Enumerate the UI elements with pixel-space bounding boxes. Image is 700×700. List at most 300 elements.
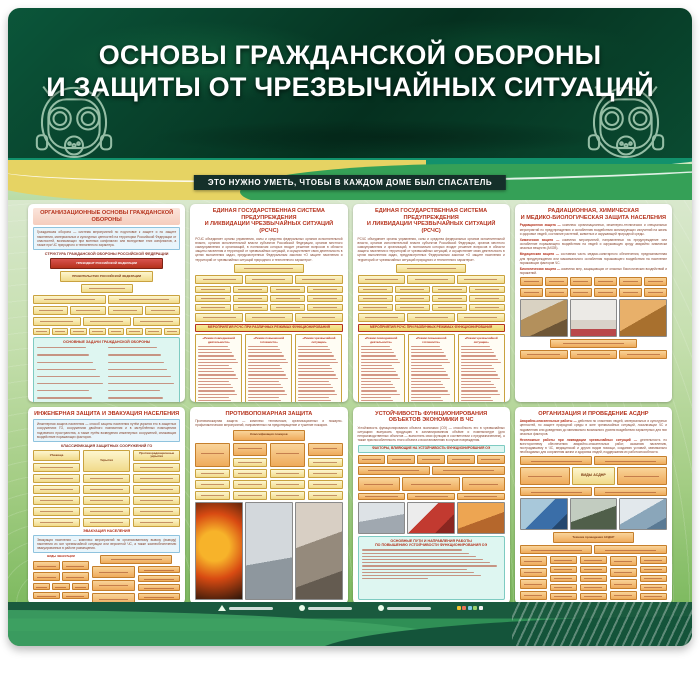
text-line-placeholder [198,346,228,347]
asdnr-branch [617,467,667,485]
flow-box [520,277,543,286]
text-line-placeholder [108,397,163,398]
fire-class-column [308,443,343,500]
flow-box [233,491,268,500]
flow-box [580,593,607,600]
text-line-placeholder [362,572,475,573]
shelter-column [33,450,80,527]
flow-box [469,304,504,311]
text-line-placeholder [361,397,391,398]
text-line-placeholder [361,390,398,391]
text-line-placeholder [361,368,394,369]
flow-box [550,556,577,563]
text-line-placeholder [461,349,493,350]
flow-box [545,288,568,297]
flow-box [145,306,180,315]
tech-column [580,556,607,600]
flow-box [72,583,89,590]
text-line-placeholder [298,397,328,398]
flow-box [550,575,577,582]
flow-box [133,463,180,472]
text-line-placeholder [411,400,443,401]
text-line-placeholder [361,349,393,350]
text-line-placeholder [37,383,103,384]
flow-box [33,561,60,570]
flow-box [520,487,593,496]
text-line-placeholder [362,549,462,550]
flow-box [432,466,505,475]
panel-economic-objects-stability [353,407,510,605]
flow-row [358,275,505,284]
photo-rescue-machinery [520,299,568,337]
term-lead: Медицинская защита — [519,252,560,257]
flow-box [33,485,80,494]
panel-title-line1: ЕДИНАЯ ГОСУДАРСТВЕННАЯ СИСТЕМА ПРЕДУПРЕЖДЕНИЯ [212,208,325,221]
text-line-placeholder [461,365,492,366]
term-text: деятельность по всестороннему обеспечению аварийно-спасательных работ, оказанию населению, пострадавшему в ЧС, медицинской и других видов помощи, созданию условий, минимально необходимых для сохранения жизни и здоровья людей, поддержания их работоспособности. [519,437,667,455]
text-line-placeholder [248,397,278,398]
shelter-items [83,474,130,527]
flow-box [33,592,60,599]
text-line-placeholder [362,575,482,576]
flow-box [83,507,130,516]
flow-node [234,264,304,273]
definition-paragraph [520,252,667,264]
flow-box [594,545,667,554]
flow-box [417,455,445,464]
flow-box [270,491,305,500]
panel-rschs-1 [190,204,347,402]
panel-title-line1: ЕДИНАЯ ГОСУДАРСТВЕННАЯ СИСТЕМА ПРЕДУПРЕЖДЕНИЯ [375,208,488,221]
flow-box [594,487,667,496]
flow-row [195,313,342,322]
photo-worker-machine [407,502,455,534]
phone-icon [299,605,305,611]
panel-title-line1: РАДИАЦИОННАЯ, ХИМИЧЕСКАЯ [547,208,639,214]
definition-paragraph: РСЧС объединяет органы управления, силы и средства федеральных органов исполнительной власти, органов исполнительной власти субъектов Российской Федерации, органов местного самоуправления и организаций, в полномочия которых входит решение вопросов в области защиты населения и территорий от чрезвычайных ситуаций, и осуществляет свою деятельность в целях выполнения задач, предусмотренных Федеральным законом «О защите населения и территорий от чрезвычайных ситуаций природного и техногенного характера». [195,236,343,262]
flow-box [570,277,593,286]
text-line-placeholder [361,371,396,372]
flow-box [580,584,607,591]
fire-class-column [195,443,230,500]
flow-box [62,572,89,581]
flow-row [33,572,89,581]
factors-row [358,455,505,464]
text-line-placeholder [248,355,284,356]
text-line-placeholder [298,374,335,375]
flow-node-center [402,477,461,491]
regime-text [461,346,502,402]
flow-box [469,286,504,293]
text-line-placeholder [198,384,231,385]
regime-text [361,346,402,402]
asdnr-spider-top [520,456,667,465]
flow-box [52,328,69,335]
column-items [270,469,305,500]
decorative-waves [8,158,692,200]
flow-box [133,485,180,494]
photo-decontamination [570,299,618,337]
column-head: Укрытия [83,450,130,472]
text-line-placeholder [37,362,93,363]
text-line-placeholder [411,390,448,391]
text-line-placeholder [411,359,449,360]
flow-box [307,304,342,311]
flow-box [520,545,593,554]
text-line-placeholder [411,346,441,347]
flow-box [233,480,268,489]
flow-box [33,295,106,304]
flow-box [358,455,386,464]
text-line-placeholder [198,374,235,375]
poster-title-line1: ОСНОВЫ ГРАЖДАНСКОЙ ОБОРОНЫ [98,40,602,70]
text-line-placeholder [108,362,164,363]
definition-paragraph [520,438,667,455]
structure-subtitle: КЛАССИФИКАЦИЯ ЗАЩИТНЫХ СООРУЖЕНИЙ ГО [61,443,153,448]
text-line-placeholder [248,352,282,353]
flow-box [457,493,505,500]
flow-box [233,458,268,467]
regime-heading: «Режим повседневной деятельности» [202,336,236,344]
flow-box [233,295,268,302]
text-line-placeholder [108,383,174,384]
evacuation-definition: Эвакуация населения — комплекс мероприятий по организованному вывозу (выводу) населения из зон чрезвычайной ситуации или вероятной ЧС, а также жизнеобеспечению эвакуированных в районе размещения. [33,535,180,553]
flow-box [308,480,343,489]
column-head: Убежища [33,450,80,461]
definition-paragraph [520,238,667,250]
civil-defense-poster [8,8,692,646]
term-text: комплекс мероприятий, направленных на предупреждение или ослабление поражающего воздействия на людей и окружающую среду аварийно химически опасных веществ (АХОВ). [519,237,667,251]
text-line-placeholder [298,346,328,347]
flow-box [92,580,135,592]
flow-box [70,328,87,335]
flow-box [407,493,455,500]
flow-box [520,556,547,565]
evacuation-organisation [92,555,180,604]
regime-text [298,346,339,402]
flow-node [550,339,637,348]
org-chart-row [33,306,180,315]
text-line-placeholder [248,362,288,363]
factors-banner: ФАКТОРЫ, ВЛИЯЮЩИЕ НА УСТОЙЧИВОСТЬ ФУНКЦИОНИРОВАНИЯ ОЭ [358,445,505,454]
text-line-placeholder [248,349,280,350]
tasks-column [108,345,176,401]
flow-box [62,592,89,599]
flow-box [195,286,230,293]
flow-box [307,295,342,302]
panel-title: ОРГАНИЗАЦИОННЫЕ ОСНОВЫ ГРАЖДАНСКОЙ ОБОРОНЫ [33,208,180,225]
text-line-placeholder [362,578,429,579]
text-line-placeholder [298,352,332,353]
flow-box [358,295,393,302]
column-head [195,443,230,467]
flow-row [33,592,89,599]
term-lead: Радиационная защита — [519,223,561,228]
flow-box [432,295,467,302]
panel-rschs-2 [353,204,510,402]
text-line-placeholder [461,352,495,353]
text-line-placeholder [411,349,443,350]
text-line-placeholder [198,365,229,366]
flow-box [138,566,181,573]
flow-box [407,275,455,284]
footer-contact-strip [8,605,692,611]
flow-row [195,286,342,293]
org-chart-row [33,295,180,304]
flow-box [308,458,343,467]
term-lead: Неотложные работы при ликвидации чрезвычайных ситуаций — [519,437,638,442]
location-icon [218,605,226,611]
ways-title-line2: ПО ПОВЫШЕНИЮ УСТОЙЧИВОСТИ ФУНКЦИОНИРОВАНИЯ ОЭ [375,543,488,548]
text-line-placeholder [298,362,338,363]
panel-title-line2: И ЛИКВИДАЦИИ ЧРЕЗВЫЧАЙНЫХ СИТУАЦИЙ (РСЧС) [366,221,496,235]
flow-box [195,313,243,322]
text-line-placeholder [411,374,448,375]
text-line-placeholder [411,371,446,372]
text-line-placeholder [411,378,450,379]
flow-box [447,455,475,464]
text-line-placeholder [248,394,287,395]
tasks-column [37,345,105,401]
tech-column [610,556,637,600]
shelter-column [83,450,130,527]
flow-box [387,455,415,464]
tech-head: Техника проведения АСДНР [553,532,634,543]
text-line-placeholder [198,368,231,369]
poster-header [8,8,692,160]
flow-box [358,286,393,293]
text-line-placeholder [461,400,493,401]
flow-box [108,295,181,304]
flow-box [550,566,577,573]
flow-box [83,485,130,494]
text-line-placeholder [37,347,86,348]
tech-column [550,556,577,600]
panel-title [520,208,667,221]
org-chart-root: ПРЕЗИДЕНТ РОССИЙСКОЙ ФЕДЕРАЦИИ [50,258,163,269]
text-line-placeholder [298,365,329,366]
asdnr-center-box: ВИДЫ АСДНР [572,467,614,485]
flow-box [133,496,180,505]
flow-column [138,566,181,604]
text-line-placeholder [361,374,398,375]
panel-civil-defense-basics [28,204,185,402]
text-line-placeholder [361,378,400,379]
panel-fire-protection [190,407,347,605]
shelter-items [133,463,180,527]
term-text: комплекс мер, защищающих от опасных биологических воздействий и поражений. [519,266,667,275]
flow-box [619,277,642,286]
regime-heading: «Режим чрезвычайной ситуации» [464,336,498,344]
flow-row [520,350,667,359]
photo-building-smoke [295,502,343,600]
flow-box [358,304,393,311]
text-line-placeholder [461,368,494,369]
flow-row [358,466,505,475]
flow-box [33,474,80,483]
definition-paragraph: Устойчивость функционирования объекта экономики (ОЭ) — способность его в чрезвычайных ситуациях выпускать продукцию в запланированном объёме и номенклатуре (для непроизводственных объектов — выполнять свои функции в соответствии с предназначением), а также приспособленность этого объекта к восстановлению в случае повреждения. [357,425,505,443]
flow-box [457,313,505,322]
photo-rescue-boat [619,498,667,530]
flow-box [233,304,268,311]
flow-box [640,584,667,591]
definition-paragraph: Противопожарная защита — комплекс технических, организационных и пожарно-профилактических мероприятий, направленных на предотвращение и тушение пожаров. [195,419,343,428]
text-line-placeholder [361,346,391,347]
flow-box [295,275,343,284]
flow-box [407,313,455,322]
flow-box [432,286,467,293]
ways-title-line1: ОСНОВНЫЕ ПУТИ И НАПРАВЛЕНИЯ РАБОТЫ [390,539,472,544]
text-line-placeholder [37,376,100,377]
photo-helicopter [570,498,618,530]
flow-box [469,295,504,302]
flow-box [520,456,593,465]
flow-box [520,568,547,577]
flow-box [308,491,343,500]
fire-class-column [233,443,268,500]
text-line-placeholder [411,362,451,363]
text-line-placeholder [198,390,235,391]
text-line-placeholder [411,365,442,366]
flow-column [92,566,135,604]
photo-strip [358,502,505,534]
flow-box [195,480,230,489]
footer-item-website [378,605,431,611]
photo-strip [520,299,667,337]
flow-box [610,579,637,588]
text-line-placeholder [461,381,492,382]
text-line-placeholder [298,381,329,382]
text-line-placeholder [361,362,401,363]
flow-box [62,561,89,570]
text-line-placeholder [361,355,397,356]
flow-box [640,566,667,573]
term-lead: Химическая защита — [519,237,560,242]
column-items [195,469,230,500]
flow-box [245,275,293,284]
flow-box [545,277,568,286]
asdnr-branch [520,467,570,485]
photo-excavator [520,498,568,530]
text-line-placeholder [361,365,392,366]
flow-row [195,295,342,302]
flow-node [396,264,466,273]
text-line-placeholder [108,376,171,377]
regime-text [411,346,452,402]
footer-text-placeholder [229,607,273,610]
text-line-placeholder [461,374,498,375]
flow-box [33,583,50,590]
text-line-placeholder [298,359,336,360]
flow-box [270,469,305,478]
flow-node [462,477,504,491]
text-line-placeholder [298,384,331,385]
org-chart-node [81,284,133,293]
brand-logo-icon [457,606,483,610]
definition-paragraph [520,223,667,235]
flow-box [108,306,143,315]
text-line-placeholder [198,349,230,350]
text-line-placeholder [298,394,337,395]
text-line-placeholder [411,355,447,356]
main-tasks-title: ОСНОВНЫЕ ЗАДАЧИ ГРАЖДАНСКОЙ ОБОРОНЫ [63,340,151,345]
flow-box [580,556,607,563]
flow-box [580,575,607,582]
text-line-placeholder [361,359,399,360]
text-line-placeholder [298,349,330,350]
tech-column [640,556,667,600]
text-line-placeholder [362,562,490,563]
flow-box [33,463,80,472]
text-line-placeholder [198,359,236,360]
flow-box [52,583,69,590]
flow-box [133,507,180,516]
footer-item-phone [299,605,352,611]
text-line-placeholder [248,384,281,385]
regime-heading: «Режим повышенной готовности» [415,336,447,344]
fire-class-column [270,443,305,500]
text-line-placeholder [362,556,476,557]
text-line-placeholder [411,352,445,353]
flow-box [550,584,577,591]
panel-title-line1: УСТОЙЧИВОСТЬ ФУНКЦИОНИРОВАНИЯ [375,410,488,417]
flow-box [33,328,50,335]
column-head [308,443,343,456]
flow-box [138,584,181,591]
photo-timber-works [619,299,667,337]
text-line-placeholder [248,400,280,401]
flow-box [245,313,293,322]
flow-box [358,313,406,322]
flow-box [457,275,505,284]
flow-box [570,350,618,359]
text-line-placeholder [37,397,92,398]
text-line-placeholder [298,368,331,369]
flow-box [133,317,181,326]
text-line-placeholder [198,381,229,382]
regime-heading: «Режим чрезвычайной ситуации» [302,336,336,344]
flow-row [358,313,505,322]
panels-grid [8,200,692,604]
flow-box [594,288,617,297]
poster-title-line2: И ЗАЩИТЫ ОТ ЧРЕЗВЫЧАЙНЫХ СИТУАЦИЙ [46,71,654,102]
text-line-placeholder [461,397,491,398]
text-line-placeholder [461,346,491,347]
regime-text [248,346,289,402]
flow-row [358,304,505,311]
flow-box [358,466,431,475]
text-line-placeholder [461,371,496,372]
protection-grid-row [520,288,667,297]
text-line-placeholder [411,384,444,385]
measures-banner: МЕРОПРИЯТИЯ РСЧС ПРИ РАЗЛИЧНЫХ РЕЖИМАХ ФУНКЦИОНИРОВАНИЯ [358,324,505,333]
flow-box [195,304,230,311]
text-line-placeholder [411,368,444,369]
term-text: комплекс организационных, инженерно-технических и специальных мероприятий по предупреждению и ослаблению воздействия ионизирующих излучений на жизнь и здоровье людей, состояние растений, животных и окружающей природной среды. [519,223,668,236]
definition-box: Инженерная защита населения — способ защиты населения путём укрытия его в защитных сооружениях ГО, сооружениях двойного назначения и в заглублённых помещениях подземного пространства, а также путём возведения инженерных сооружений, снижающих воздействие поражающих факторов. [33,419,180,442]
flow-row [195,304,342,311]
flow-box [520,350,568,359]
text-line-placeholder [461,394,500,395]
column-head: Противорадиационные укрытия [133,450,180,461]
flow-box [133,474,180,483]
asdnr-spider-bottom [520,487,667,496]
flow-row [358,493,505,500]
flow-box [83,317,131,326]
term-text: действия по спасению людей, материальных и культурных ценностей, по защите природной среды в зоне чрезвычайных ситуаций, локализации ЧС и подавлению или доведению до минимально возможного уровня воздействия характерных для них опасных факторов. [519,419,667,436]
flow-box [195,469,230,478]
measures-banner: МЕРОПРИЯТИЯ РСЧС ПРИ РАЗЛИЧНЫХ РЕЖИМАХ ФУНКЦИОНИРОВАНИЯ [195,324,342,333]
